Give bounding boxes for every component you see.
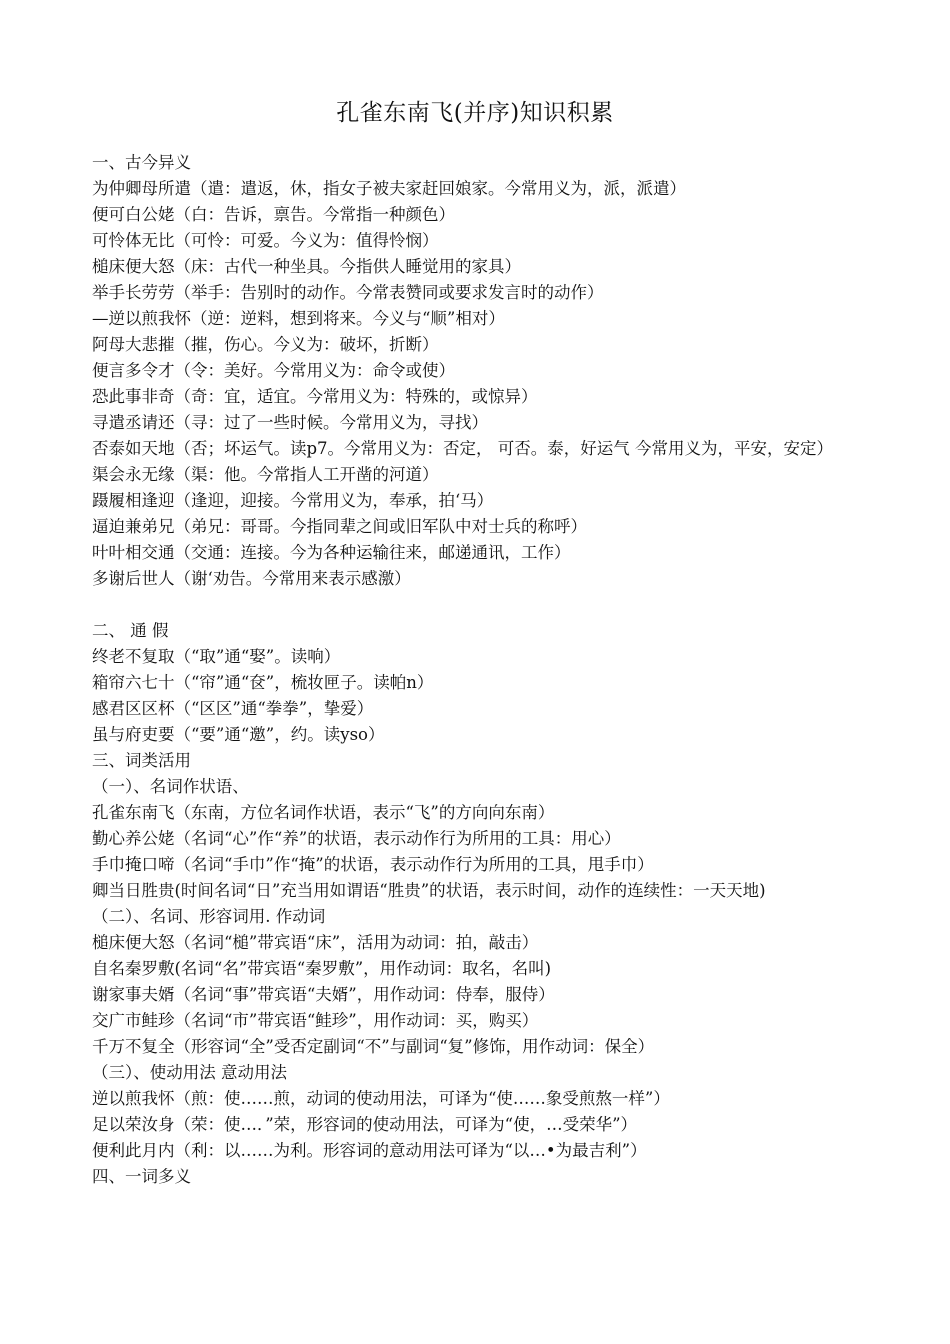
section-heading: 三、词类活用 [92, 751, 191, 770]
text-line: 槌床便大怒（名词“槌”带宾语“床”，活用为动词：拍，敲击） [92, 933, 539, 952]
text-line: 自名秦罗敷(名词“名”带宾语“秦罗敷”，用作动词：取名，名叫) [92, 959, 552, 978]
section-heading: 四、一词多义 [92, 1167, 191, 1186]
text-line: 足以荣汝身（荣：使…．”荣，形容词的使动用法，可译为“使，…受荣华”） [92, 1115, 638, 1134]
text-line: 便利此月内（利：以……为利。形容词的意动用法可译为“以…•为最吉利”） [92, 1141, 647, 1160]
text-line: 阿母大悲摧（摧，伤心。今义为：破坏，折断） [92, 335, 439, 354]
section-heading: 二、 通 假 [92, 621, 169, 640]
text-line: 便可白公姥（白：告诉，禀告。今常指一种颜色） [92, 205, 455, 224]
text-line: 寻遣丞请还（寻：过了一些时候。今常用义为，寻找） [92, 413, 488, 432]
text-line: 否泰如天地（否；坏运气。读p7。今常用义为：否定， 可否。泰，好运气 今常用义为，平安，安定） [92, 439, 834, 458]
text-line: 蹑履相逢迎（逢迎，迎接。今常用义为，奉承，拍‘马） [92, 491, 494, 510]
text-line: 千万不复全（形容词“全”受否定副词“不”与副词“复”修饰，用作动词：保全） [92, 1037, 655, 1056]
text-line: 孔雀东南飞（东南，方位名词作状语，表示“飞”的方向向东南） [92, 803, 555, 822]
text-line: 槌床便大怒（床：古代一种坐具。今指供人睡觉用的家具） [92, 257, 521, 276]
text-line: 举手长劳劳（举手：告别时的动作。今常表赞同或要求发言时的动作） [92, 283, 604, 302]
text-line: 渠会永无缘（渠：他。今常指人工开凿的河道） [92, 465, 439, 484]
subsection-heading: （二）、名词、形容词用. 作动词 [92, 907, 326, 926]
text-line: 恐此事非奇（奇：宜，适宜。今常用义为：特殊的，或惊异） [92, 387, 538, 406]
subsection-heading: （一）、名词作状语、 [92, 777, 249, 796]
text-line: 可怜体无比（可怜：可爱。今义为：值得怜悯） [92, 231, 439, 250]
text-line: 逆以煎我怀（煎：使……煎，动词的使动用法，可译为“使……象受煎熬一样”） [92, 1089, 670, 1108]
text-line: 感君区区杯（“区区”通“拳拳”，挚爱） [92, 699, 374, 718]
text-line: 逼迫兼弟兄（弟兄：哥哥。今指同辈之间或旧军队中对士兵的称呼） [92, 517, 587, 536]
text-line: 多谢后世人（谢‘劝告。今常用来表示感激） [92, 569, 411, 588]
text-line: 虽与府吏要（“要”通“邀”，约。读yso） [92, 725, 385, 744]
text-line: 为仲卿母所遣（遣：遣返，休，指女子被夫家赶回娘家。今常用义为，派，派遣） [92, 179, 686, 198]
text-line: 交广市鲑珍（名词“市”带宾语“鲑珍”，用作动词：买，购买） [92, 1011, 539, 1030]
text-line: 卿当日胜贵(时间名词“日”充当用如谓语“胜贵”的状语，表示时间，动作的连续性：一天天地) [92, 881, 766, 900]
text-line: 便言多令才（令：美好。今常用义为：命令或使） [92, 361, 455, 380]
text-line: 叶叶相交通（交通：连接。今为各种运输往来，邮递通讯，工作） [92, 543, 571, 562]
document-body [92, 150, 872, 1190]
subsection-heading: （三）、使动用法 意动用法 [92, 1063, 287, 1082]
text-line: 谢家事夫婿（名词“事”带宾语“夫婿”，用作动词：侍奉，服侍） [92, 985, 555, 1004]
section-heading: 一、古今异义 [92, 153, 191, 172]
text-line: —逆以煎我怀（逆：逆料，想到将来。今义与“顺”相对） [92, 309, 505, 328]
text-line: 箱帘六七十（“帘”通“奁”，梳妆匣子。读帕n） [92, 673, 434, 692]
text-line: 勤心养公姥（名词“心”作“养”的状语，表示动作行为所用的工具：用心） [92, 829, 621, 848]
text-line: 手巾掩口啼（名词“手巾”作“掩”的状语，表示动作行为所用的工具，甩手巾） [92, 855, 654, 874]
text-line: 终老不复取（“取”通“娶”。读响） [92, 647, 341, 666]
blank-line [92, 592, 872, 618]
document-title: 孔雀东南飞(并序)知识积累 [336, 100, 614, 126]
